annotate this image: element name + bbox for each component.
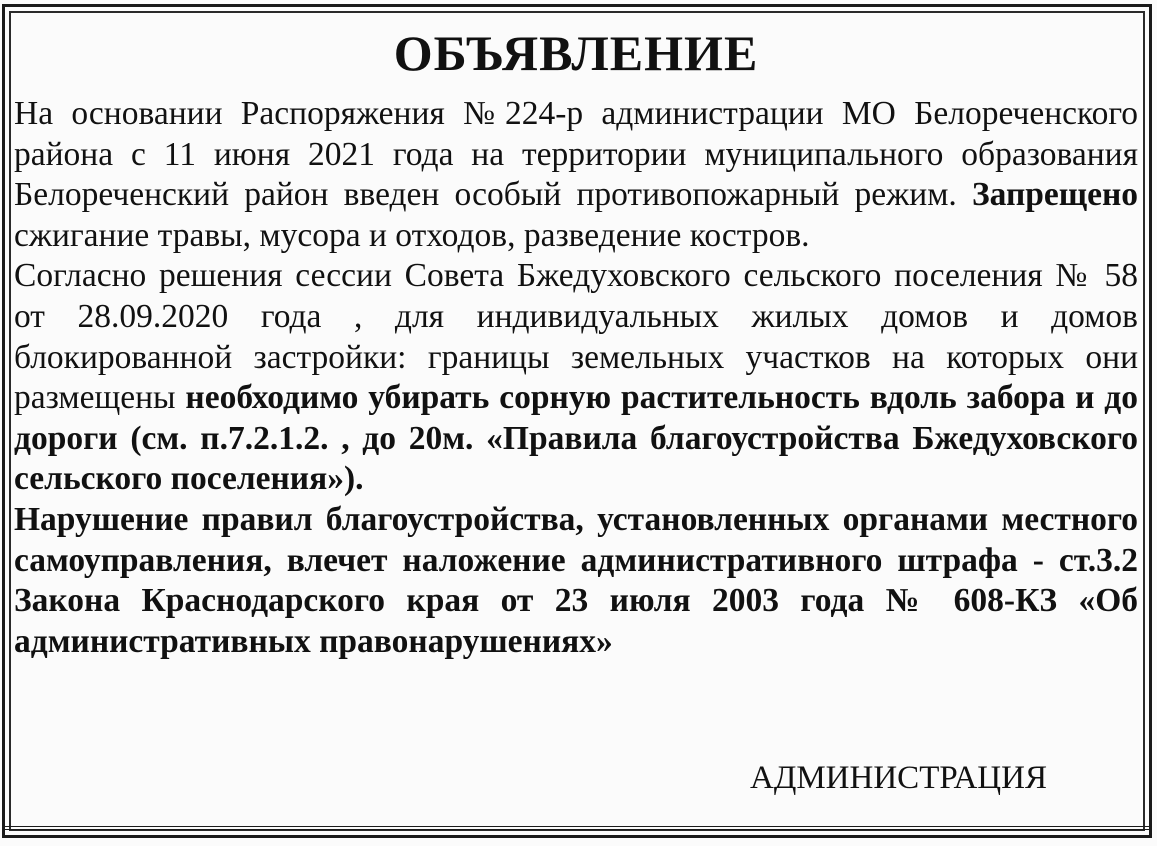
paragraph-fire-regime-emphasis: Запрещено [972,176,1138,214]
paragraph-vegetation-text: Согласно решения сессии Совета Бжедуховского сельского поселения № 58 от 28.09.2020 года , для индивидуальных жилых домов и домов блокированной застройки: границы земельных участков на которых они размещены [14,257,1138,417]
signature-administration: АДМИНИСТРАЦИЯ [750,760,1047,796]
paragraph-vegetation [14,256,1138,500]
notice-content [14,20,1138,662]
paragraph-vegetation-emphasis: необходимо убирать сорную растительность вдоль забора и до дороги (см. п.7.2.1.2. , до 20м. «Правила благоустройства Бжедуховского сельского поселения»). [14,379,1138,498]
paragraph-fire-regime-text: На основании Распоряжения №224-р администрации МО Белореченского района с 11 июня 2021 года на территории муниципального образования Белореченский район введен особый противопожарный режим. [14,95,1138,214]
notice-title: ОБЪЯВЛЕНИЕ [393,25,759,81]
paragraph-penalty: Нарушение правил благоустройства, установленных органами местного самоуправления, влечет наложение административного штрафа - ст.3.2 Закона Краснодарского края от 23 июля 2003 года № 608-КЗ «Об административных правонарушениях» [14,500,1138,660]
paragraph-fire-regime-text-end: сжигание травы, мусора и отходов, разведение костров. [14,216,810,254]
bottom-double-rule [2,826,1152,830]
paragraph-fire-regime [14,94,1138,256]
